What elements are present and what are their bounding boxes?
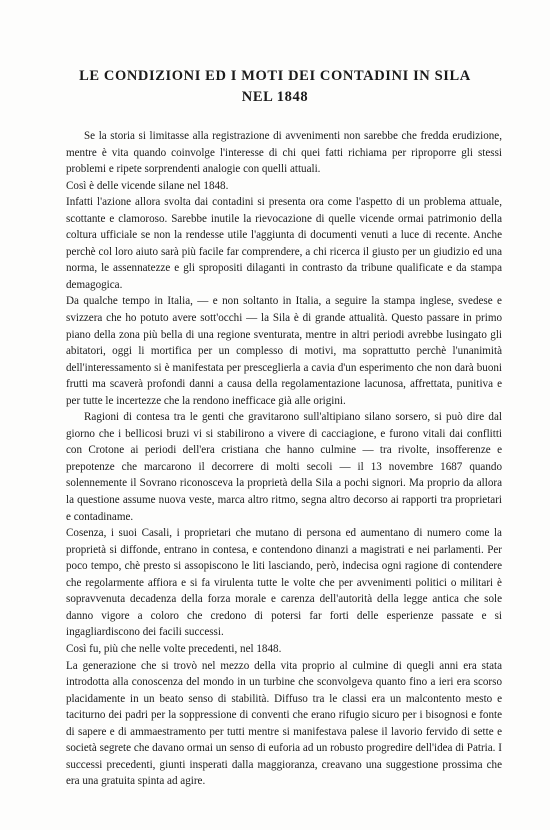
paragraph: Così fu, più che nelle volte precedenti, nel 1848. (66, 642, 282, 655)
paragraph: Infatti l'azione allora svolta dai contadini si presenta ora come l'aspetto di un problema attuale, scottante e clamoroso. Sarebbe inutile la rievocazione di quelle vicende ormai patrimonio della coltura ufficiale se non la rendesse utile l'aggiunta di documenti venuti a luce di recente. Anche perchè col loro aiuto sarà più facile far comprendere, a chi ricerca il giusto per un giudizio ed una norma, le assennatezze e gli spropositi dilaganti in contrasto da tribune qualificate e da stampa demagogica. (66, 196, 502, 291)
title-line-2: NEL 1848 (241, 89, 309, 105)
body-text (66, 128, 502, 790)
paragraph: Se la storia si limitasse alla registrazione di avvenimenti non sarebbe che fredda erudizione, mentre è vita quando coinvolge l'interesse di chi quei fatti richiama per riproporre gli stessi problemi e ripete sorprendenti analogie con quelli attuali. (66, 130, 502, 176)
paragraph: Così è delle vicende silane nel 1848. (66, 179, 229, 192)
title-line-1: LE CONDIZIONI ED I MOTI DEI CONTADINI IN SILA (79, 68, 471, 84)
paragraph: Da qualche tempo in Italia, — e non soltanto in Italia, a seguire la stampa inglese, svedese e svizzera che ho potuto avere sott'occhi — la Sila è di grande attualità. Questo passare in primo piano della zona più bella di una regione sventurata, mentre in altri periodi avrebbe lusingato gli abitatori, oggi li mortifica per un complesso di motivi, ma soprattutto perchè l'unanimità dell'interessamento si è manifestata per presceglierla a cavia d'un esperimento che non darà buoni frutti ma scaverà profondi danni a causa della regolamentazione lacunosa, affrettata, punitiva e per tutte le incertezze che la rendono inefficace già alle origini. (66, 295, 502, 407)
paragraph: La generazione che si trovò nel mezzo della vita proprio al culmine di quegli anni era stata introdotta alla conoscenza del mondo in un turbine che sconvolgeva quanto fino a ieri era scorso placidamente in un beato senso di stabilità. Diffuso tra le classi era un malcontento mesto e taciturno dei padri per la soppressione di conventi che erano rifugio sicuro per i bisognosi e fonte di sapere e di ammaestramento per tutti mentre si manifestava palese il lavorio fervido di sette e società segrete che davano ormai un senso di euforia ad un robusto progredire dell'idea di Patria. I successi precedenti, giunti insperati dalla maggioranza, creavano una suggestione prossima che era una gratuita spinta ad agire. (66, 659, 502, 788)
paragraph: Ragioni di contesa tra le genti che gravitarono sull'altipiano silano sorsero, si può dire dal giorno che i bellicosi bruzi vi si stabilirono a vivere di cacciagione, e furono vitali dai conflitti con Crotone ai periodi dell'era cristiana che hanno culmine — tra rivolte, insofferenze e prepotenze che marcarono il decorrere di molti secoli — il 13 novembre 1687 quando solennemente il Sovrano riconosceva la proprietà della Sila a pochi signori. Ma proprio da allora la questione assume nuova veste, marca altro ritmo, segna altro decorso ai rapporti tra proprietari e contadiname. (66, 411, 502, 523)
page-title (40, 66, 510, 108)
paragraph: Cosenza, i suoi Casali, i proprietari che mutano di persona ed aumentano di numero come la proprietà si diffonde, entrano in contesa, e contendono dinanzi a magistrati e nei parlamenti. Per poco tempo, chè presto si assopiscono le liti lasciando, però, indecisa ogni ragione di contendere che regolarmente affiora e si fa virulenta tutte le volte che per avvenimenti politici o militari è sopravvenuta decadenza della forza morale e carenza dell'autorità della legge antica che sole danno vigore a coloro che credono di potersi far forti delle esperienze passate e si ingagliardiscono dei facili successi. (66, 527, 502, 639)
